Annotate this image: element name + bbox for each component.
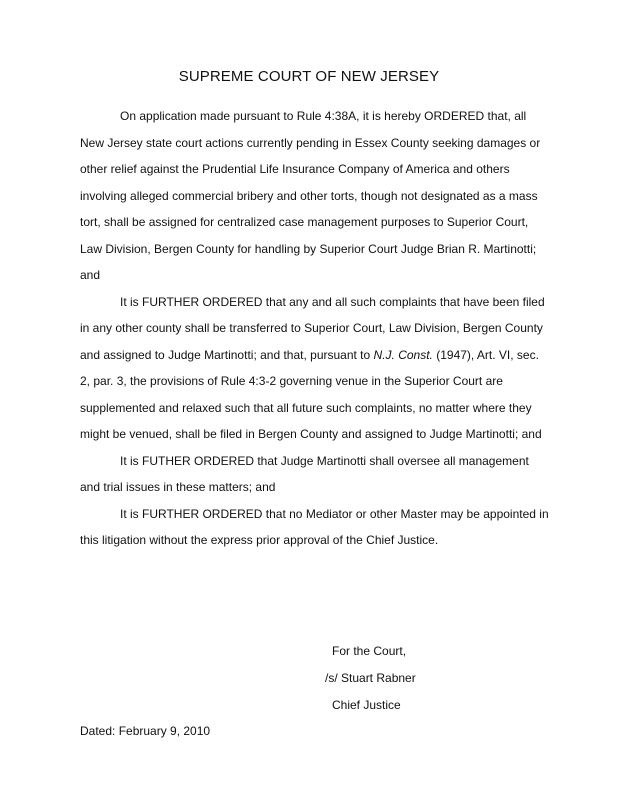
signer-title: Chief Justice	[332, 698, 401, 712]
order-paragraph-2	[80, 289, 550, 448]
order-paragraph-1: On application made pursuant to Rule 4:38A, it is hereby ORDERED that, all New Jersey state court actions currently pending in Essex County seeking damages or other relief against the Prudential Life Insurance Company of America and others involving alleged commercial bribery and other torts, though not designated as a mass tort, shall be assigned for centralized case management purposes to Superior Court, Law Division, Bergen County for handling by Superior Court Judge Brian R. Martinotti; and	[80, 109, 541, 282]
constitution-citation: N.J. Const.	[373, 347, 433, 362]
paragraph-2-text-start: It is FURTHER ORDERED that any and all such complaints that have been filed in any other county shall be transferred to Superior Court, Law Division, Bergen County and assigned to Judge Martinotti; and that, pursuant to	[80, 294, 545, 362]
order-body	[80, 103, 550, 554]
order-paragraph-3: It is FUTHER ORDERED that Judge Martinotti shall oversee all management and trial issues in these matters; and	[80, 453, 529, 494]
paragraph-2-text-end: (1947), Art. VI, sec. 2, par. 3, the provisions of Rule 4:3-2 governing venue in the Superior Court are supplemented and relaxed such that all future such complaints, no matter where they might be venued, shall be filed in Bergen County and assigned to Judge Martinotti; and	[80, 347, 542, 441]
order-paragraph-4: It is FURTHER ORDERED that no Mediator or other Master may be appointed in this litigation without the express prior approval of the Chief Justice.	[80, 506, 549, 547]
document-title: SUPREME COURT OF NEW JERSEY	[178, 68, 440, 85]
for-the-court-line: For the Court,	[332, 644, 407, 658]
dated-line: Dated: February 9, 2010	[80, 724, 211, 738]
signature-line: /s/ Stuart Rabner	[325, 671, 416, 685]
